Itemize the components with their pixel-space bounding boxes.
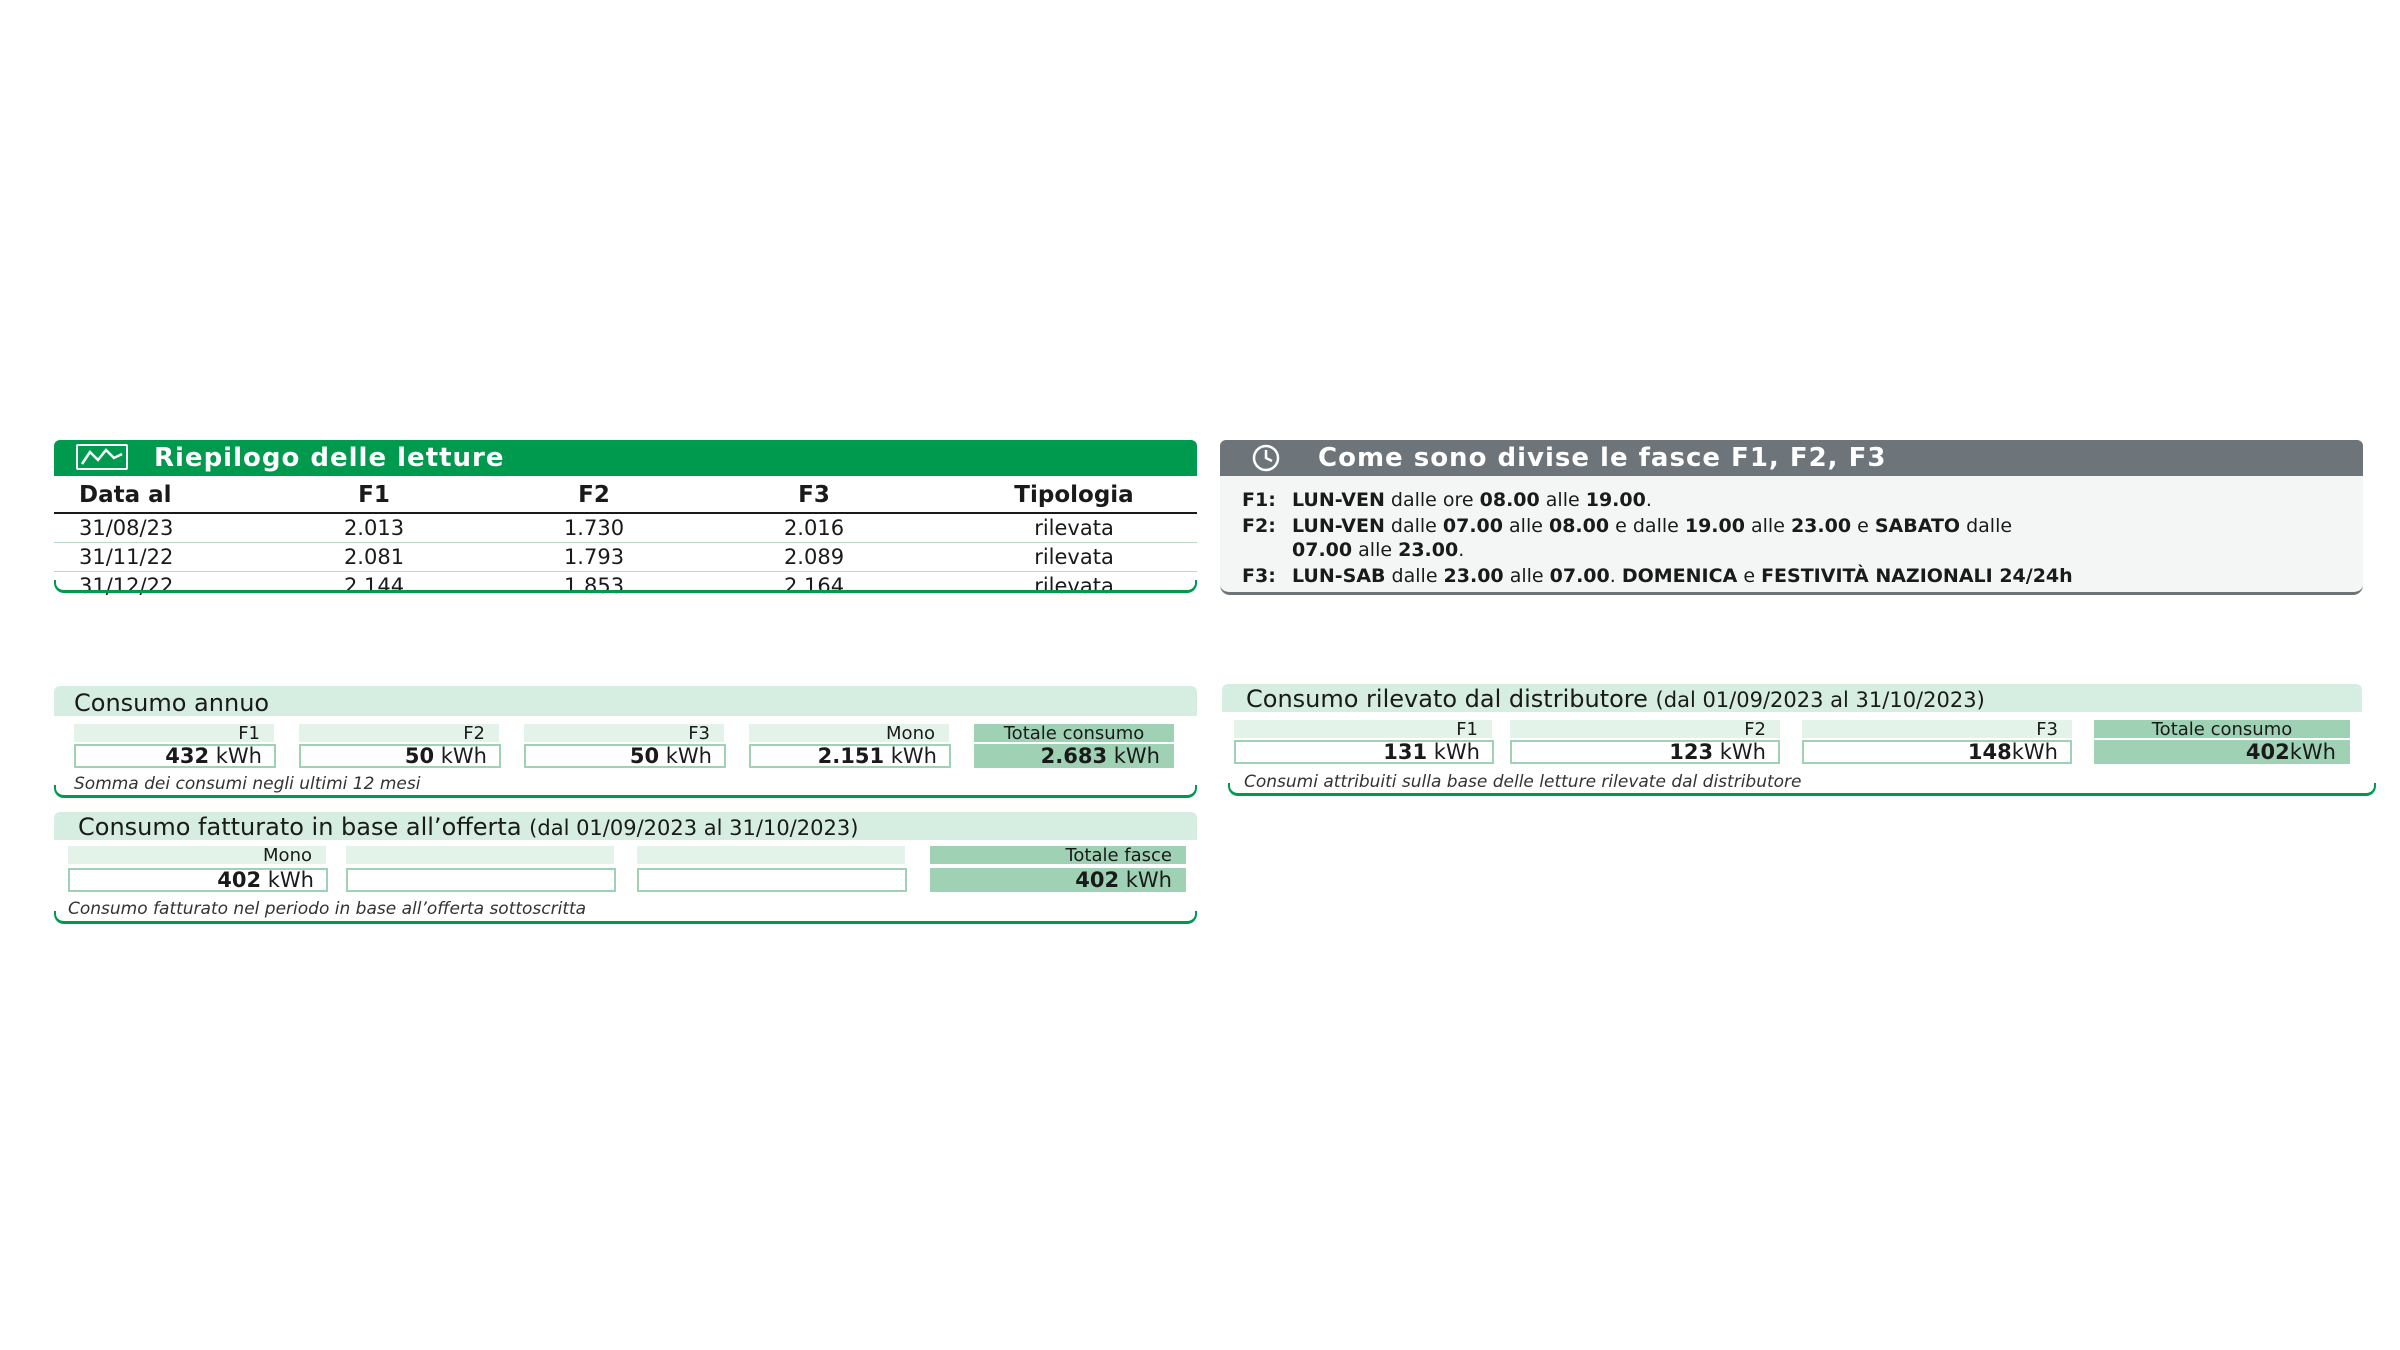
billed-label-empty-2 <box>637 846 905 864</box>
distributor-consumption-panel <box>1222 684 2377 799</box>
unit-kwh: kWh <box>1713 740 1766 764</box>
band-f3-holidays: FESTIVITÀ NAZIONALI 24/24h <box>1761 565 2073 587</box>
band-time: 23.00 <box>1398 539 1459 561</box>
cell-f1: 2.081 <box>343 545 405 569</box>
band-f1-line <box>1242 488 1652 512</box>
distributor-value-number: 131 <box>1383 740 1428 764</box>
readings-title: Riepilogo delle letture <box>154 443 505 473</box>
unit-kwh: kWh <box>1427 740 1480 764</box>
unit-kwh: kWh <box>1113 744 1160 768</box>
col-header-f3: F3 <box>798 482 830 508</box>
annual-consumption-panel <box>54 686 1197 796</box>
time-bands-body <box>1220 476 2363 595</box>
distributor-value-f1 <box>1234 740 1494 764</box>
billed-header <box>54 812 1197 840</box>
cell-tipologia: rilevata <box>1034 574 1114 598</box>
band-text: alle <box>1744 515 1791 537</box>
band-time: 07.00 <box>1549 565 1610 587</box>
clock-icon <box>1244 444 1288 470</box>
band-text: . <box>1609 565 1622 587</box>
band-text: alle <box>1539 489 1586 511</box>
distributor-value-f2 <box>1510 740 1780 764</box>
band-f2-line-cont <box>1292 538 1464 562</box>
time-bands-header <box>1220 440 2363 476</box>
annual-value-total <box>974 744 1174 768</box>
band-time: 07.00 <box>1442 515 1503 537</box>
distributor-period: (dal 01/09/2023 al 31/10/2023) <box>1655 688 1985 712</box>
billed-note: Consumo fatturato nel periodo in base all’offerta sottoscritta <box>68 899 587 919</box>
billed-value-number: 402 <box>1075 868 1120 892</box>
band-f2-label: F2: <box>1242 515 1276 537</box>
band-f1-label: F1: <box>1242 489 1276 511</box>
time-bands-title: Come sono divise le fasce F1, F2, F3 <box>1318 443 1887 473</box>
unit-kwh: kWh <box>1125 868 1172 892</box>
annual-label-f1: F1 <box>74 724 274 742</box>
cell-f3: 2.089 <box>783 545 845 569</box>
table-header-row <box>54 480 1197 514</box>
readings-bottom-border <box>54 580 1197 593</box>
band-text: alle <box>1352 539 1399 561</box>
line-chart-icon <box>76 444 128 470</box>
distributor-label-f2: F2 <box>1510 720 1780 738</box>
band-text: alle <box>1503 565 1550 587</box>
band-text: dalle <box>1384 515 1443 537</box>
unit-kwh: kWh <box>215 744 262 768</box>
band-text: e dalle <box>1609 515 1685 537</box>
cell-f3: 2.016 <box>783 516 845 540</box>
billed-label-mono: Mono <box>68 846 326 864</box>
band-text: dalle ore <box>1384 489 1480 511</box>
annual-value-f2 <box>299 744 501 768</box>
band-text: alle <box>1503 515 1549 537</box>
band-time: 08.00 <box>1479 489 1540 511</box>
band-time: 08.00 <box>1548 515 1610 537</box>
table-row <box>54 514 1197 543</box>
annual-value-f3 <box>524 744 726 768</box>
distributor-label-f1: F1 <box>1234 720 1492 738</box>
annual-label-total: Totale consumo <box>974 724 1174 742</box>
billed-value-number: 402 <box>217 868 262 892</box>
cell-date: 31/11/22 <box>79 545 174 569</box>
band-f2-days: LUN-VEN <box>1292 515 1385 537</box>
annual-note: Somma dei consumi negli ultimi 12 mesi <box>74 774 421 794</box>
distributor-note: Consumi attribuiti sulla base delle letture rilevate dal distributore <box>1244 772 1802 792</box>
band-text: . <box>1458 539 1465 561</box>
annual-header <box>54 686 1197 716</box>
col-header-f2: F2 <box>578 482 610 508</box>
cell-tipologia: rilevata <box>1034 516 1114 540</box>
band-time: 19.00 <box>1684 515 1745 537</box>
band-text: e <box>1851 515 1875 537</box>
annual-value-number: 2.151 <box>817 744 885 768</box>
billed-title-wrap <box>78 812 858 843</box>
billed-title: Consumo fatturato in base all’offerta <box>78 813 522 841</box>
band-text: . <box>1645 489 1652 511</box>
annual-label-f3: F3 <box>524 724 724 742</box>
unit-kwh: kWh <box>440 744 487 768</box>
annual-value-mono <box>749 744 951 768</box>
distributor-value-total <box>2094 740 2350 764</box>
annual-value-number: 50 <box>404 744 435 768</box>
annual-value-number: 50 <box>629 744 660 768</box>
cell-f2: 1.793 <box>563 545 625 569</box>
annual-bottom-border <box>54 785 1197 798</box>
band-text: e <box>1737 565 1762 587</box>
cell-f1: 2.144 <box>343 574 405 598</box>
cell-f3: 2.164 <box>783 574 845 598</box>
band-text: dalle <box>1960 515 2013 537</box>
readings-header <box>54 440 1197 476</box>
billed-value-empty-2 <box>637 868 907 892</box>
cell-f1: 2.013 <box>343 516 405 540</box>
billed-value-empty-1 <box>346 868 616 892</box>
billed-consumption-panel <box>54 812 1197 927</box>
band-time: 23.00 <box>1790 515 1852 537</box>
band-time: 19.00 <box>1585 489 1646 511</box>
table-row <box>54 543 1197 572</box>
readings-summary-panel <box>54 440 1197 598</box>
unit-kwh: kWh <box>665 744 712 768</box>
band-time: 23.00 <box>1443 565 1504 587</box>
band-f1-days: LUN-VEN <box>1292 489 1385 511</box>
unit-kwh: kWh <box>890 744 937 768</box>
band-f3-label: F3: <box>1242 565 1276 587</box>
col-header-date: Data al <box>79 482 172 508</box>
distributor-label-f3: F3 <box>1802 720 2072 738</box>
cell-f2: 1.853 <box>563 574 625 598</box>
billed-period: (dal 01/09/2023 al 31/10/2023) <box>529 816 859 840</box>
band-f3-sunday: DOMENICA <box>1621 565 1738 587</box>
cell-date: 31/08/23 <box>79 516 174 540</box>
time-bands-panel <box>1220 440 2363 595</box>
unit-kwh: kWh <box>267 868 314 892</box>
cell-tipologia: rilevata <box>1034 545 1114 569</box>
unit-kwh: kWh <box>2011 740 2058 764</box>
distributor-title: Consumo rilevato dal distributore <box>1246 685 1648 713</box>
distributor-value-number: 402 <box>2245 740 2290 764</box>
band-f3-line <box>1242 564 2073 588</box>
distributor-bottom-border <box>1228 783 2376 796</box>
distributor-value-f3 <box>1802 740 2072 764</box>
billed-bottom-border <box>54 911 1197 924</box>
annual-title: Consumo annuo <box>74 689 270 717</box>
billed-value-mono <box>68 868 328 892</box>
band-f2-line <box>1242 514 2012 538</box>
billed-value-total <box>930 868 1186 892</box>
band-time: 07.00 <box>1292 539 1353 561</box>
unit-kwh: kWh <box>2289 740 2336 764</box>
band-f3-days: LUN-SAB <box>1292 565 1386 587</box>
annual-value-number: 2.683 <box>1040 744 1108 768</box>
cell-date: 31/12/22 <box>79 574 174 598</box>
col-header-f1: F1 <box>358 482 390 508</box>
distributor-title-wrap <box>1246 684 1985 715</box>
distributor-label-total: Totale consumo <box>2094 720 2350 738</box>
annual-value-f1 <box>74 744 276 768</box>
col-header-tipologia: Tipologia <box>1014 482 1134 508</box>
band-text: dalle <box>1385 565 1444 587</box>
distributor-value-number: 148 <box>1967 740 2012 764</box>
distributor-value-number: 123 <box>1669 740 1714 764</box>
cell-f2: 1.730 <box>563 516 625 540</box>
distributor-header <box>1222 684 2362 712</box>
billed-label-empty-1 <box>346 846 614 864</box>
annual-label-mono: Mono <box>749 724 949 742</box>
annual-label-f2: F2 <box>299 724 499 742</box>
billed-label-total: Totale fasce <box>930 846 1186 864</box>
band-f2-saturday: SABATO <box>1874 515 1961 537</box>
annual-value-number: 432 <box>165 744 210 768</box>
